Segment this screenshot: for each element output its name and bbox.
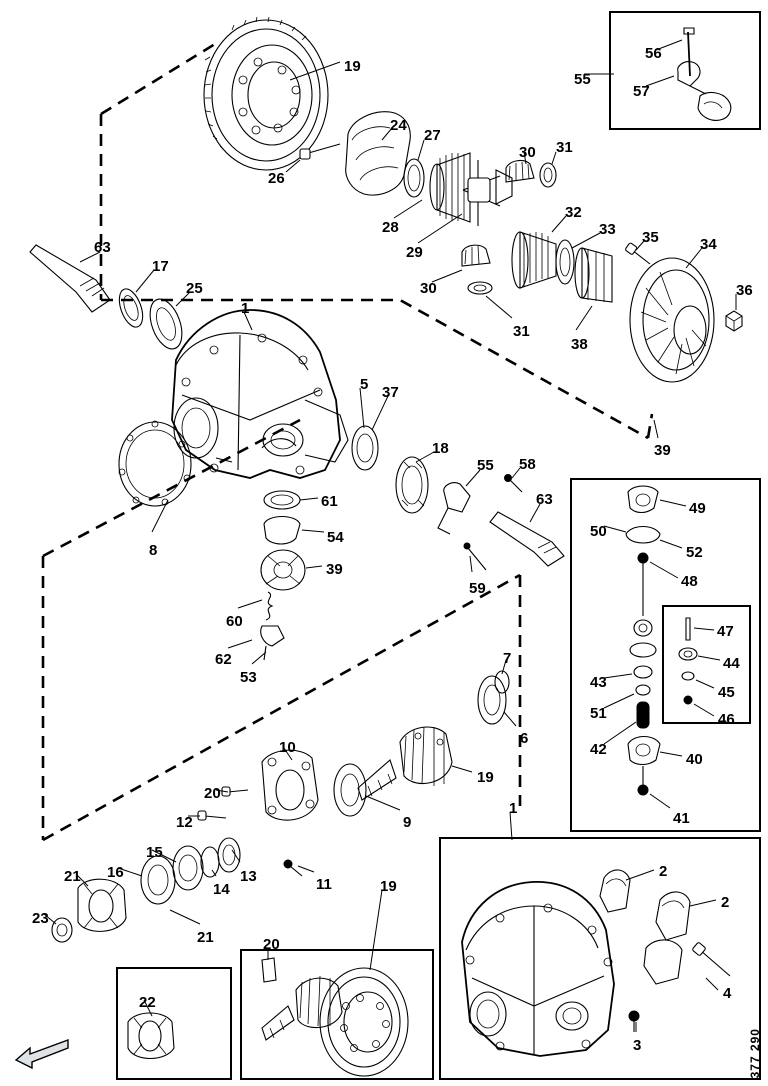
part-61 xyxy=(264,491,300,509)
bearing-18 xyxy=(396,457,428,513)
callout-27: 27 xyxy=(424,127,441,144)
callout-21-upper: 21 xyxy=(64,868,81,885)
callout-20-upper: 20 xyxy=(204,785,221,802)
callout-62: 62 xyxy=(215,651,232,668)
callout-52: 52 xyxy=(686,544,703,561)
callout-38: 38 xyxy=(571,336,588,353)
callout-12: 12 xyxy=(176,814,193,831)
callout-44: 44 xyxy=(723,655,740,672)
callout-23: 23 xyxy=(32,910,49,927)
pinion-gear-30-bottom xyxy=(462,245,490,266)
seal-16 xyxy=(141,856,175,904)
callout-15: 15 xyxy=(146,844,163,861)
callout-54: 54 xyxy=(327,529,344,546)
callout-39-group: 39 xyxy=(654,442,671,459)
callout-59: 59 xyxy=(469,580,486,597)
callout-31-bottom: 31 xyxy=(513,323,530,340)
callout-7: 7 xyxy=(503,650,512,667)
callout-37: 37 xyxy=(382,384,399,401)
ring-gear-top xyxy=(204,17,328,170)
callout-45: 45 xyxy=(718,684,735,701)
inset-panel-bottom-center xyxy=(240,949,434,1080)
callout-36: 36 xyxy=(736,282,753,299)
callout-1-carrier: 1 xyxy=(241,300,250,317)
callout-6: 6 xyxy=(520,730,529,747)
bearing-6-7 xyxy=(478,671,509,724)
callout-3: 3 xyxy=(633,1037,642,1054)
seal-17 xyxy=(115,286,147,330)
bolt-20-left xyxy=(222,787,248,796)
inset-panel-bottom-left xyxy=(116,967,232,1080)
callout-20-inset: 20 xyxy=(263,936,280,953)
washer-31-bottom xyxy=(468,282,492,294)
callout-47: 47 xyxy=(717,623,734,640)
callout-13: 13 xyxy=(240,868,257,885)
callout-14: 14 xyxy=(213,881,230,898)
bearing-25 xyxy=(144,295,188,353)
callout-21-lower: 21 xyxy=(197,929,214,946)
ring-27 xyxy=(404,159,424,197)
diff-case-34 xyxy=(630,258,714,382)
callout-10: 10 xyxy=(279,739,296,756)
flange-10 xyxy=(262,750,318,820)
callout-31-top: 31 xyxy=(556,139,573,156)
callout-26: 26 xyxy=(268,170,285,187)
callout-55-mid: 55 xyxy=(477,457,494,474)
callout-35: 35 xyxy=(642,229,659,246)
callout-57: 57 xyxy=(633,83,650,100)
bearing-38 xyxy=(575,248,612,302)
axle-shaft-63-right xyxy=(490,512,564,566)
callout-55-inset: 55 xyxy=(574,71,591,88)
callout-48: 48 xyxy=(681,573,698,590)
bracket-55 xyxy=(438,483,470,534)
side-gear-32 xyxy=(512,232,556,288)
callout-46: 46 xyxy=(718,711,735,728)
callout-49: 49 xyxy=(689,500,706,517)
yoke-21 xyxy=(78,879,126,931)
callout-9: 9 xyxy=(403,814,412,831)
callout-28: 28 xyxy=(382,219,399,236)
nut-23 xyxy=(52,918,72,942)
inset-panel-top-right xyxy=(609,11,761,130)
spring-60 xyxy=(266,592,272,620)
callout-1-housing: 1 xyxy=(509,800,518,817)
callout-4: 4 xyxy=(723,985,732,1002)
bolt-12 xyxy=(198,811,226,820)
callout-11: 11 xyxy=(316,876,332,893)
callout-40: 40 xyxy=(686,751,703,768)
direction-arrow-icon xyxy=(14,1038,70,1072)
drawing-number: 377 290 xyxy=(748,1027,762,1078)
callout-63-left: 63 xyxy=(94,239,111,256)
callout-63-right: 63 xyxy=(536,491,553,508)
spider-cross-29 xyxy=(463,160,512,226)
pinion-gear-19-mid xyxy=(358,727,452,800)
callout-53: 53 xyxy=(240,669,257,686)
callout-30-top: 30 xyxy=(519,144,536,161)
callout-2-lower: 2 xyxy=(721,894,730,911)
callout-19: 19 xyxy=(344,58,361,75)
bearing-9 xyxy=(334,764,366,816)
callout-41: 41 xyxy=(673,810,690,827)
callout-8: 8 xyxy=(149,542,158,559)
bolt-11 xyxy=(284,860,302,876)
pin-59 xyxy=(464,543,486,570)
callout-50: 50 xyxy=(590,523,607,540)
callout-39-lower: 39 xyxy=(326,561,343,578)
callout-19-inset: 19 xyxy=(380,878,397,895)
callout-2-upper: 2 xyxy=(659,863,668,880)
callout-56: 56 xyxy=(645,45,662,62)
callout-16: 16 xyxy=(107,864,124,881)
gasket-8 xyxy=(119,421,191,506)
pinion-gear-30-top xyxy=(506,161,534,182)
nut-36 xyxy=(726,311,742,331)
washer-13 xyxy=(218,838,240,872)
washer-31-top xyxy=(540,163,556,187)
callout-43: 43 xyxy=(590,674,607,691)
part-54 xyxy=(264,517,300,545)
callout-18: 18 xyxy=(432,440,449,457)
bolt-26 xyxy=(300,144,340,159)
callout-33: 33 xyxy=(599,221,616,238)
ring-33 xyxy=(556,240,574,284)
callout-25: 25 xyxy=(186,280,203,297)
callout-17: 17 xyxy=(152,258,169,275)
callout-22: 22 xyxy=(139,994,156,1011)
callout-60: 60 xyxy=(226,613,243,630)
callout-42: 42 xyxy=(590,741,607,758)
callout-51: 51 xyxy=(590,705,607,722)
inset-panel-bottom-right xyxy=(439,837,761,1080)
part-39-b xyxy=(261,550,305,590)
side-gear-28 xyxy=(430,153,470,222)
washer-14 xyxy=(201,847,219,877)
callout-34: 34 xyxy=(700,236,717,253)
callout-5: 5 xyxy=(360,376,369,393)
seal-5-37 xyxy=(352,426,378,470)
clip-62-53 xyxy=(261,626,284,660)
callout-58: 58 xyxy=(519,456,536,473)
seal-15 xyxy=(173,846,203,890)
callout-24: 24 xyxy=(390,117,407,134)
callout-30-bottom: 30 xyxy=(420,280,437,297)
carrier-housing-1 xyxy=(172,310,348,478)
callout-19-pinion: 19 xyxy=(477,769,494,786)
callout-32: 32 xyxy=(565,204,582,221)
callout-29: 29 xyxy=(406,244,423,261)
bolt-58 xyxy=(505,475,523,493)
callout-61: 61 xyxy=(321,493,338,510)
